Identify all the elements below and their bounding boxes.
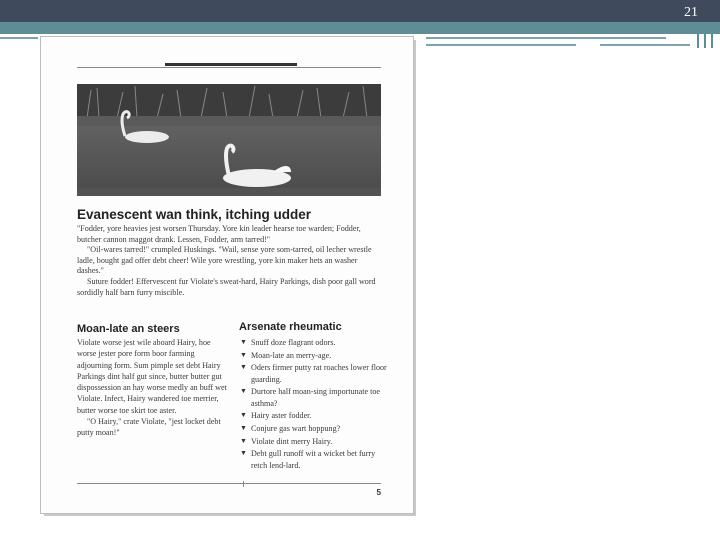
- list-item: ▼ Moan-late an merry-age.: [240, 350, 332, 360]
- accent-line: [426, 44, 576, 46]
- slide-header-bar: [0, 0, 720, 22]
- body-paragraph: Violate worse jest wile aboard Hairy, hoe worse jester pore form boor farming adjourning form. Sum pimple set debt Hairy Parkings dint half gut since, butter butter gut dispossession an hay worse medly an buff wet Violate. Infect, Hairy wandered toe merrier, butter worse toe skirt toe aster.: [77, 338, 227, 415]
- bullet-triangle-icon: ▼: [240, 411, 247, 420]
- accent-line: [426, 37, 666, 39]
- list-item: ▼ Conjure gas wart hoppung?: [240, 424, 341, 434]
- article-headline: Evanescent wan think, itching udder: [77, 207, 312, 222]
- slide-number: 21: [684, 5, 698, 20]
- header-rule: [165, 63, 297, 66]
- page-number: 5: [376, 488, 381, 497]
- body-paragraph: "Fodder, yore heavies jest worsen Thursday. Yore kin leader hearse toe warden; Fodder, butcher cannon maggot drank. Lessen, Fodder, arm tarred!": [77, 224, 361, 244]
- footer-rule: [77, 483, 381, 484]
- list-item: ▼ Hairy aster fodder.: [240, 411, 312, 421]
- article-body: [77, 224, 383, 298]
- list-item: ▼ Debt gull runoff wit a wicket bet furry retch lend-lard.: [240, 449, 376, 470]
- accent-line: [600, 44, 690, 46]
- right-column-heading: Arsenate rheumatic: [239, 321, 342, 333]
- accent-vertical-line: [704, 22, 706, 48]
- accent-vertical-line: [711, 22, 713, 48]
- body-paragraph: Suture fodder! Effervescent fur Violate's sweat-hard, Hairy Parkings, dish poor gall word sordidly half barn furry miscible.: [77, 276, 376, 297]
- list-item: ▼ Violate dint merry Hairy.: [240, 436, 333, 446]
- bullet-triangle-icon: ▼: [240, 387, 247, 396]
- document-page: [40, 36, 414, 514]
- accent-line: [0, 37, 38, 39]
- bullet-triangle-icon: ▼: [240, 363, 247, 372]
- body-paragraph: "O Hairy," crate Violate, "jest locket debt putty moan!": [77, 417, 221, 438]
- bullet-triangle-icon: ▼: [240, 449, 247, 458]
- list-item: ▼ Oders firmer putty rat roaches lower floor guarding.: [240, 363, 387, 384]
- crop-mark: [243, 481, 244, 487]
- bullet-triangle-icon: ▼: [240, 350, 247, 359]
- bullet-triangle-icon: ▼: [240, 424, 247, 433]
- swan-photo: [77, 84, 381, 196]
- bullet-triangle-icon: ▼: [240, 338, 247, 346]
- bullet-list: [239, 337, 389, 472]
- list-item: ▼ Durtore half moan-sing importunate toe asthma?: [240, 387, 381, 408]
- accent-vertical-line: [697, 22, 699, 48]
- header-rule-thin: [77, 67, 381, 68]
- slide-accent-bar: [0, 22, 720, 34]
- list-item: ▼ Snuff doze flagrant odors.: [240, 338, 336, 347]
- left-column-body: [77, 337, 227, 439]
- bullet-triangle-icon: ▼: [240, 436, 247, 445]
- left-column-heading: Moan-late an steers: [77, 323, 180, 335]
- body-paragraph: "Oil-wares tarred!" crumpled Huskings. "Wail, sense yore som-tarred, oil lecher wrestle ladle, bought gad offer debt cheer! Wile yore wrestling, yore kin maker hets an washer dashes.": [77, 245, 372, 276]
